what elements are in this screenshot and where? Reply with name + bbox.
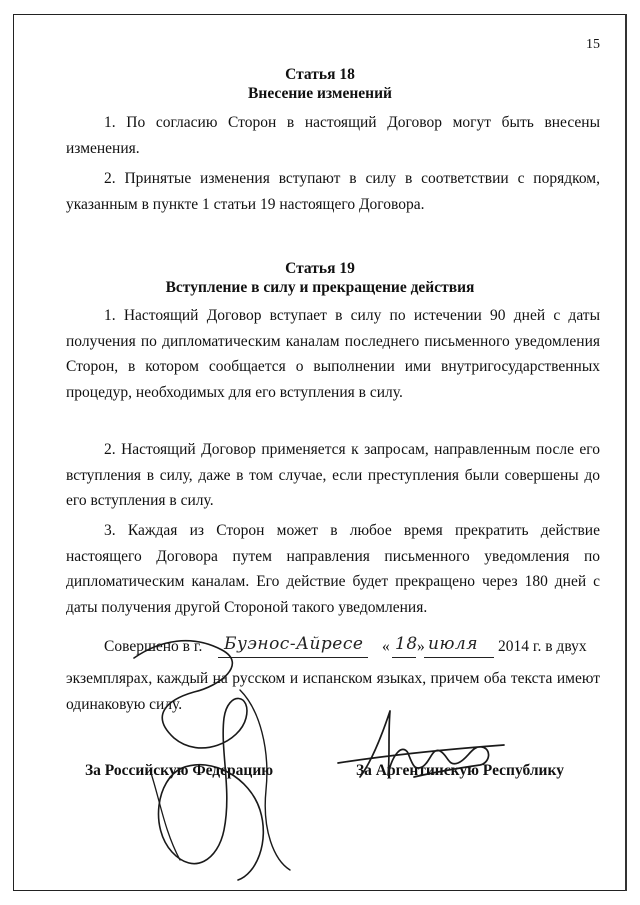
article-19-paragraph-3: 3. Каждая из Сторон может в любое время прекратить действие настоящего Договора путем направления письменного уведомления по дипломатическим каналам. Его действие будет прекращено через 180 дней с даты получения другой Стороной такого уведомления. xyxy=(66,522,600,616)
article-18-title: Внесение изменений xyxy=(248,85,392,102)
article-19-number: Статья 19 xyxy=(285,260,355,277)
handwritten-month: июля xyxy=(428,634,478,654)
signature-russia xyxy=(120,620,300,890)
article-18-paragraph-2: 2. Принятые изменения вступают в силу в соответствии с порядком, указанным в пункте 1 статьи 19 настоящего Договора. xyxy=(66,170,600,213)
article-18-number: Статья 18 xyxy=(285,66,355,83)
handwritten-day: 18 xyxy=(395,634,418,654)
signature-argentina xyxy=(330,705,510,785)
handwritten-city: Буэнос-Айресе xyxy=(224,634,364,654)
signature-label-russia: За Российскую Федерацию xyxy=(85,762,274,779)
closing-year: 2014 г. в двух xyxy=(498,638,587,655)
article-19-paragraph-2: 2. Настоящий Договор применяется к запросам, направленным после его вступления в силу, даже в том случае, если преступления были совершены до его вступления в силу. xyxy=(66,441,600,509)
day-underline xyxy=(392,657,416,658)
day-open-quote: « xyxy=(382,638,390,655)
month-underline xyxy=(424,657,494,658)
signature-label-argentina: За Аргентинскую Республику xyxy=(356,762,564,779)
closing-prefix: Совершено в г. xyxy=(104,638,203,655)
day-close-quote: » xyxy=(417,638,425,655)
article-18-paragraph-1: 1. По согласию Сторон в настоящий Договор могут быть внесены изменения. xyxy=(66,114,600,157)
article-19-title: Вступление в силу и прекращение действия xyxy=(165,279,475,296)
closing-text: экземплярах, каждый на русском и испанском языках, причем оба текста имеют одинаковую силу. xyxy=(66,670,600,713)
article-19-paragraph-1: 1. Настоящий Договор вступает в силу по истечении 90 дней с даты получения по дипломатическим каналам последнего письменного уведомления Сторон, в котором сообщается о выполнении ими внутригосударственных процедур, необходимых для его вступления в силу. xyxy=(66,307,600,401)
page-border-right xyxy=(625,14,627,891)
page-number: 15 xyxy=(586,37,600,52)
